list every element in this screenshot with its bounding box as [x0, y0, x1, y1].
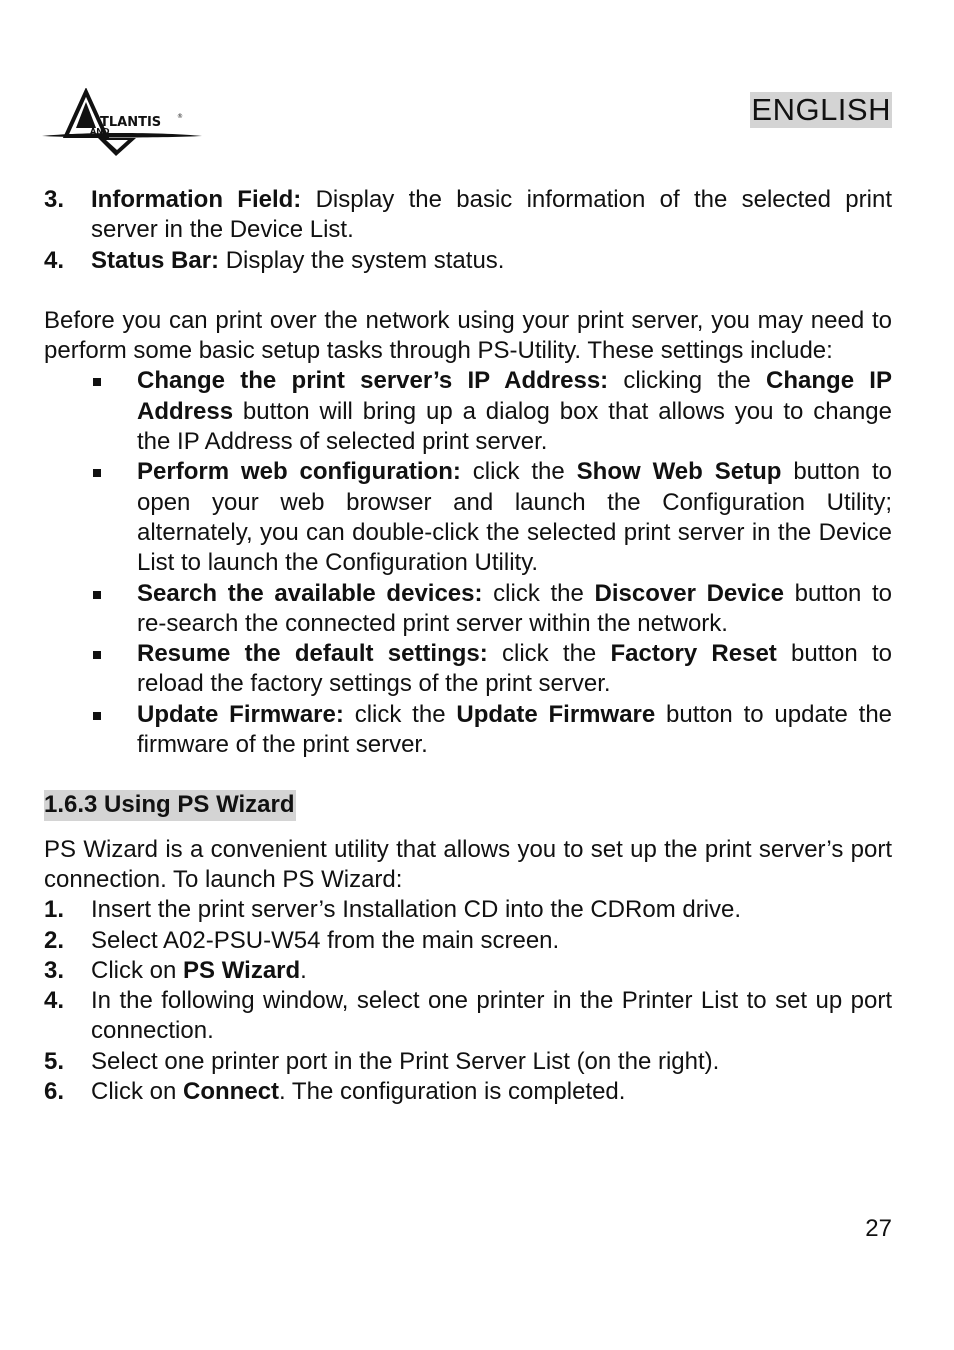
step-text: Click on — [91, 956, 184, 984]
step-item — [44, 986, 892, 1047]
step-text: . The configuration is completed. — [279, 1078, 626, 1106]
setting-label: Perform web configuration: — [137, 458, 461, 486]
setting-text: button to open your web browser and launch the Configuration Utility; alternately, you can double-click the selected print server in the Device List to launch the Configuration Utility. — [137, 458, 892, 577]
setting-item — [44, 457, 892, 578]
step-number: 1. — [44, 896, 65, 924]
setting-item — [44, 700, 892, 761]
step-text: Click on — [91, 1078, 184, 1106]
settings-list — [44, 366, 892, 760]
setting-text: click the — [343, 700, 457, 728]
step-item — [44, 895, 892, 925]
bullet-icon — [93, 712, 101, 720]
language-label: ENGLISH — [751, 92, 891, 127]
setting-text: click the — [487, 640, 611, 668]
section-intro: PS Wizard is a convenient utility that allows you to set up the print server’s port connection. To launch PS Wizard: — [44, 835, 892, 893]
section-heading: 1.6.3 Using PS Wizard — [44, 790, 296, 820]
step-text: Select one printer port in the Print Server List (on the right). — [91, 1047, 720, 1075]
svg-text:TLANTIS: TLANTIS — [100, 115, 162, 130]
step-item — [44, 1077, 892, 1107]
list-number: 3. — [44, 186, 65, 213]
ui-element-list — [44, 185, 892, 276]
setting-item — [44, 579, 892, 640]
step-text: Select A02-PSU-W54 from the main screen. — [91, 926, 560, 954]
step-text: Insert the print server’s Installation CD into the CDRom drive. — [91, 896, 742, 924]
page-number: 27 — [865, 1215, 892, 1242]
step-number: 4. — [44, 987, 65, 1015]
bullet-icon — [93, 591, 101, 599]
step-text: . — [300, 956, 307, 984]
bullet-icon — [93, 378, 101, 386]
intro-paragraph: Before you can print over the network using your print server, you may need to perform some basic setup tasks through PS-Utility. These settings include: — [44, 306, 892, 365]
page-content — [44, 185, 892, 1107]
list-item — [44, 185, 892, 246]
step-item — [44, 926, 892, 956]
atlantis-logo-graphic — [40, 88, 205, 162]
setting-item — [44, 639, 892, 700]
step-number: 5. — [44, 1047, 65, 1075]
setting-text: button to re-search the connected print server within the network. — [137, 579, 893, 637]
setting-label: Change the print server’s IP Address: — [137, 367, 609, 395]
setting-text: button to reload the factory settings of the print server. — [137, 640, 893, 698]
step-number: 6. — [44, 1078, 65, 1106]
setting-button-name: Discover Device — [594, 579, 784, 607]
list-item — [44, 246, 892, 276]
step-text: In the following window, select one printer in the Printer List to set up port connection. — [91, 987, 892, 1045]
setting-text: click the — [482, 579, 595, 607]
svg-text:AND: AND — [90, 127, 110, 136]
setting-button-name: Update Firmware — [456, 700, 656, 728]
step-number: 3. — [44, 956, 65, 984]
step-bold-text: PS Wizard — [183, 956, 301, 984]
step-number: 2. — [44, 926, 65, 954]
setting-label: Resume the default settings: — [137, 640, 488, 668]
wizard-steps — [44, 895, 892, 1107]
setting-text: click the — [460, 458, 577, 486]
step-item — [44, 956, 892, 986]
atlantis-logo — [40, 88, 205, 162]
setting-item — [44, 366, 892, 457]
item-text: Display the basic information of the selected print server in the Device List. — [91, 186, 892, 244]
setting-label: Update Firmware: — [137, 700, 344, 728]
bullet-icon — [93, 651, 101, 659]
setting-text: clicking the — [608, 367, 767, 395]
item-label: Status Bar: — [91, 246, 220, 274]
step-bold-text: Connect — [183, 1078, 280, 1106]
svg-text:®: ® — [177, 113, 183, 120]
setting-button-name: Change IP Address — [137, 367, 892, 425]
setting-text: button will bring up a dialog box that allows you to change the IP Address of selected print server. — [137, 397, 892, 456]
item-label: Information Field: — [91, 186, 302, 213]
setting-button-name: Factory Reset — [610, 640, 777, 668]
list-number: 4. — [44, 246, 65, 274]
item-text: Display the system status. — [219, 246, 505, 274]
setting-button-name: Show Web Setup — [576, 458, 782, 486]
setting-text: button to update the firmware of the print server. — [137, 700, 893, 759]
step-item — [44, 1047, 892, 1077]
bullet-icon — [93, 469, 101, 477]
setting-label: Search the available devices: — [137, 579, 483, 607]
